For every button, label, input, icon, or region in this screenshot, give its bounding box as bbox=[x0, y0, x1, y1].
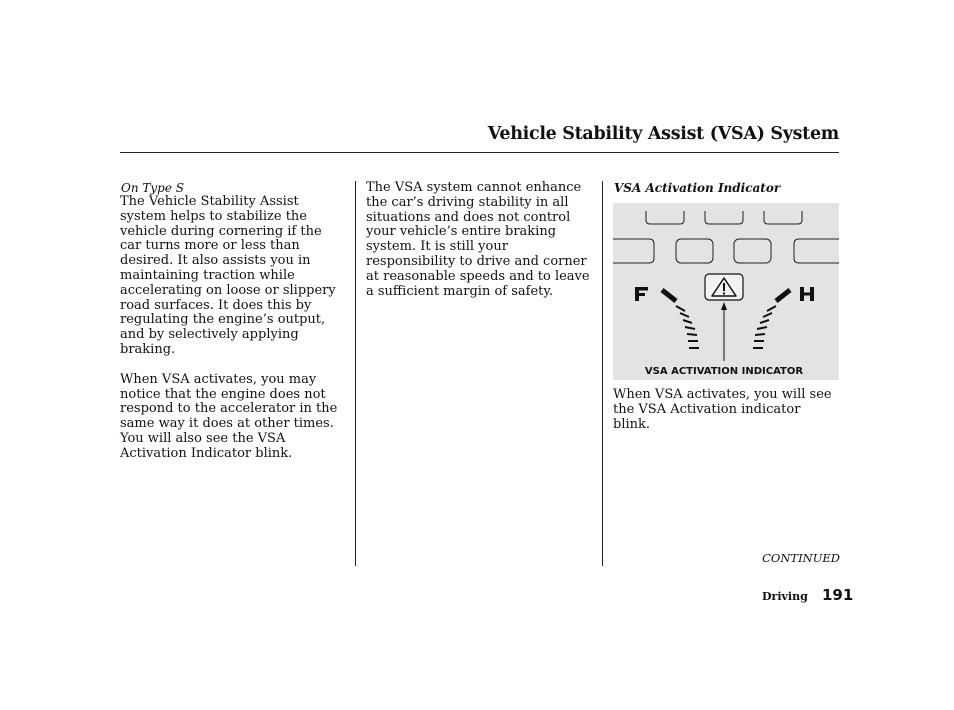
paragraph: The VSA system cannot enhance the car’s driving stability in all situations and does not control your vehicle’s entire braking system. It is still your responsibility to drive and corner at reasonable speeds and to leave a sufficient margin of safety. bbox=[366, 180, 590, 299]
model-label: On Type S bbox=[121, 181, 184, 195]
vsa-indicator-figure bbox=[613, 203, 839, 380]
column-1 bbox=[120, 181, 346, 462]
column-divider bbox=[602, 181, 603, 566]
paragraph: The Vehicle Stability Assist system helps to stabilize the vehicle during cornering if the car turns more or less than desired. It also assists you in maintaining traction while accelerating on loose or slippery road surfaces. It does this by regulating the engine’s output, and by selectively applying braking. bbox=[120, 194, 336, 357]
section-label: Driving bbox=[762, 590, 808, 603]
callout-label: VSA ACTIVATION INDICATOR bbox=[644, 366, 804, 377]
figure-title: VSA Activation Indicator bbox=[614, 181, 781, 195]
paragraph: When VSA activates, you will see the VSA Activation indicator blink. bbox=[613, 387, 832, 432]
column-divider bbox=[355, 181, 356, 566]
header-rule bbox=[120, 152, 839, 153]
warning-triangle-icon bbox=[705, 274, 743, 300]
page-title: Vehicle Stability Assist (VSA) System bbox=[487, 124, 839, 144]
page-number: 191 bbox=[822, 586, 854, 604]
column-2 bbox=[366, 181, 594, 299]
paragraph: When VSA activates, you may notice that the engine does not respond to the accelerator in the same way it does at other times. You will also see the VSA Activation Indicator blink. bbox=[120, 371, 338, 461]
continued-label: CONTINUED bbox=[762, 551, 840, 565]
instrument-panel-illustration bbox=[613, 203, 839, 380]
